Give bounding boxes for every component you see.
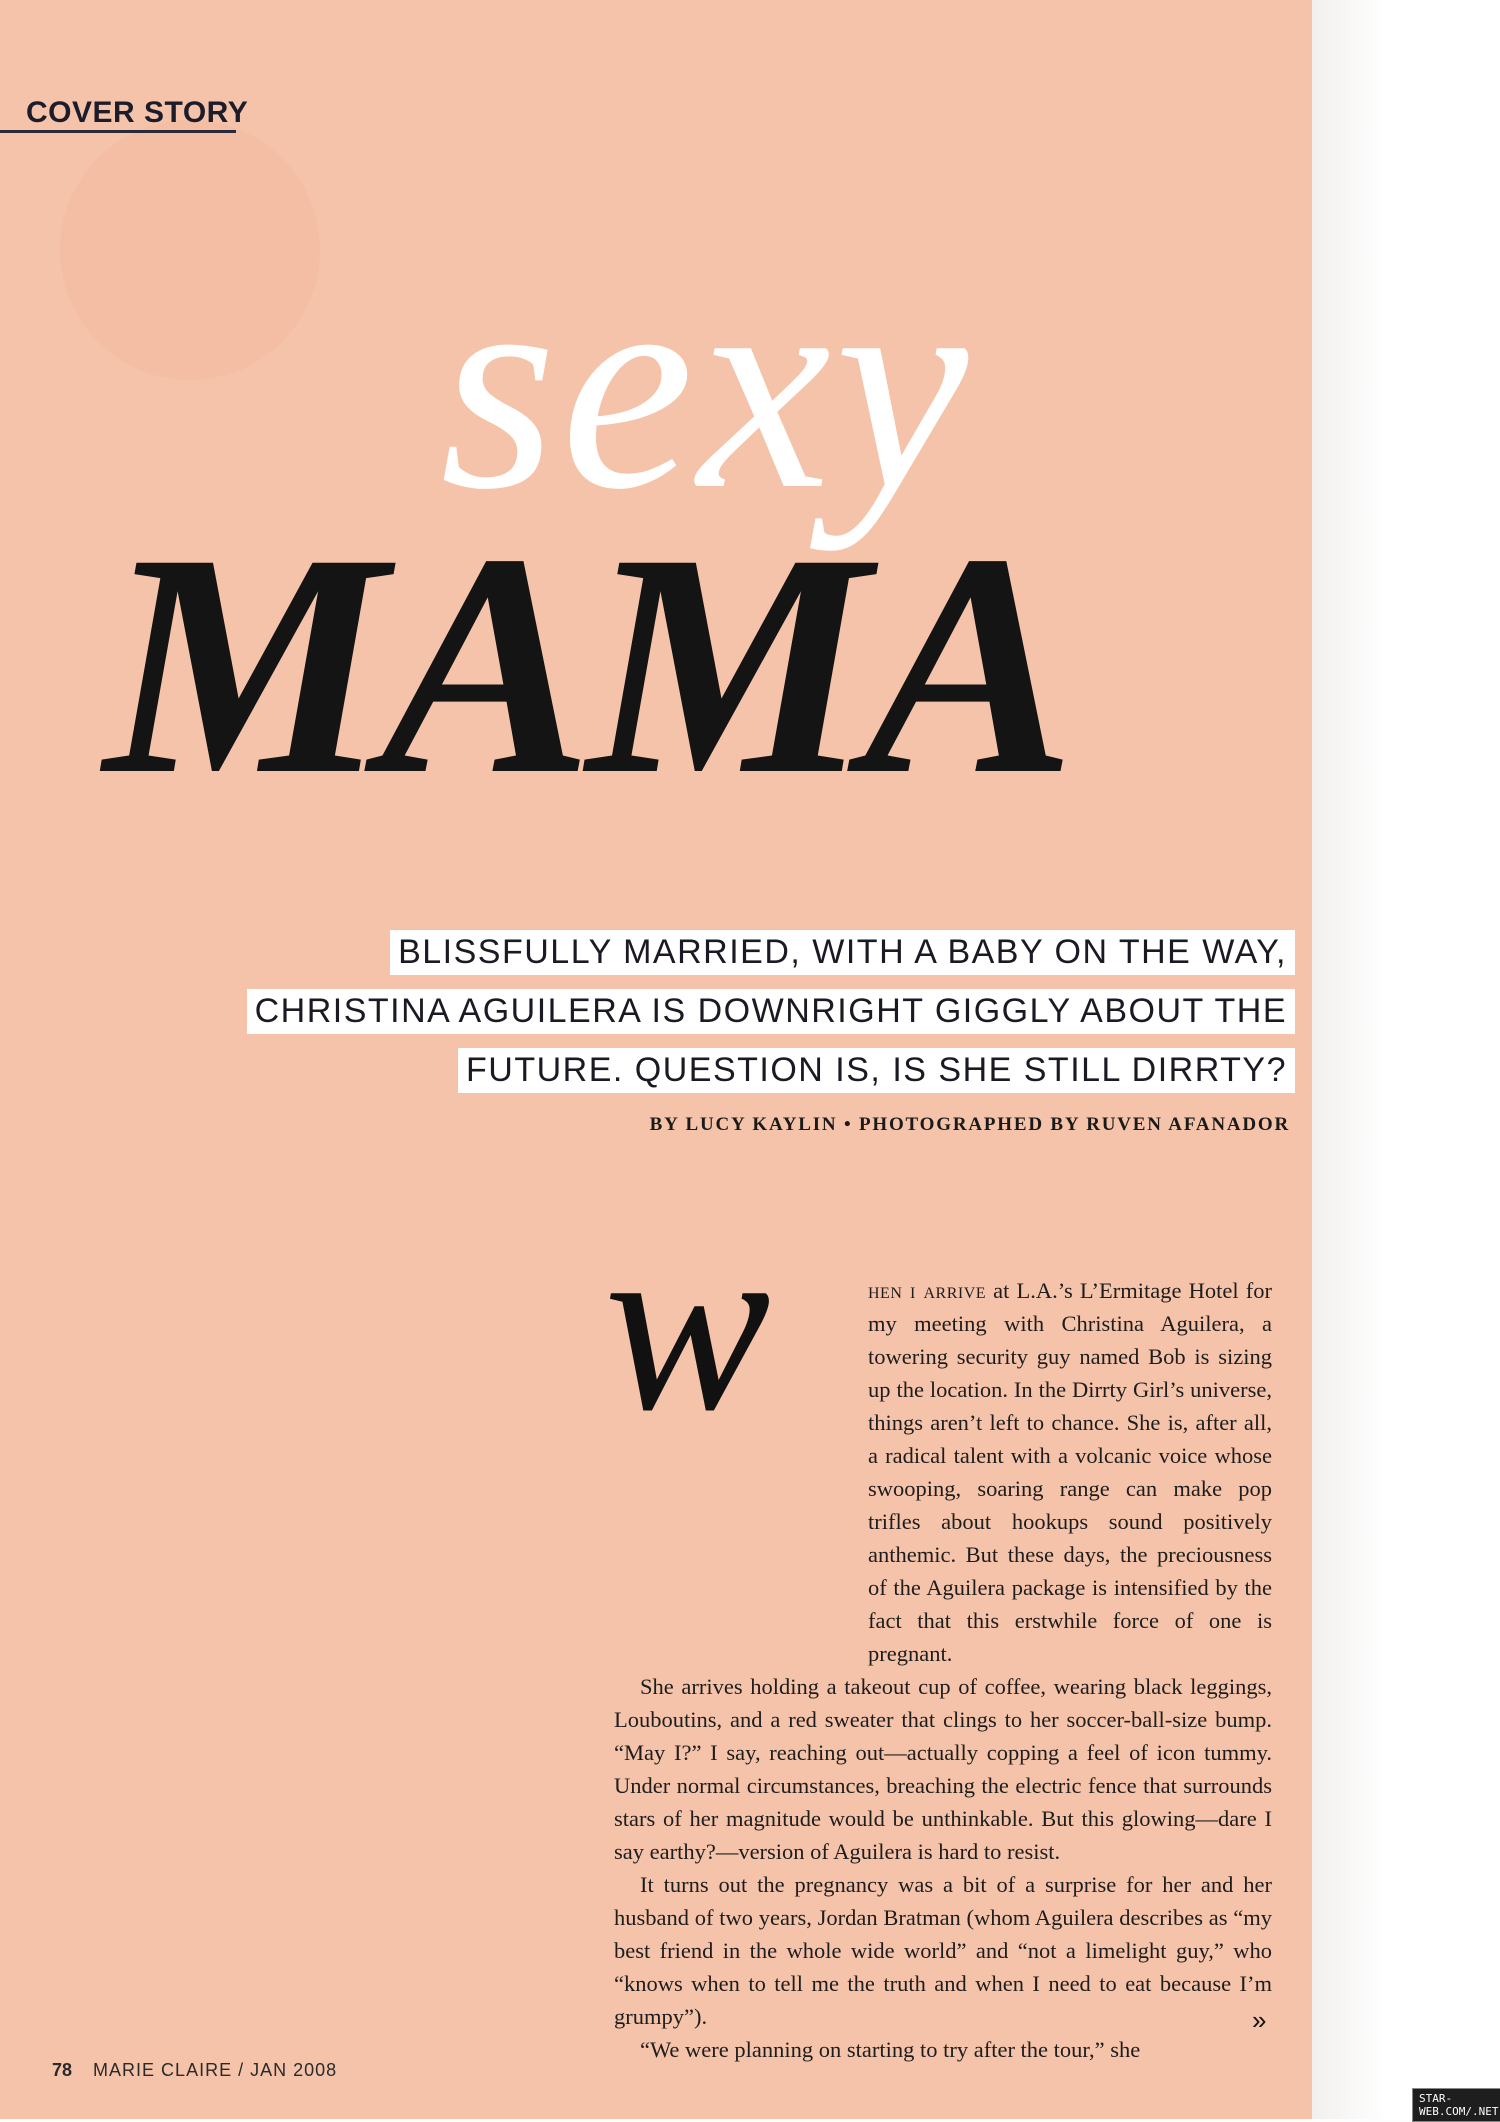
paragraph: “We were planning on starting to try after the tour,” she bbox=[640, 2037, 1141, 2062]
paragraph bbox=[614, 1274, 1272, 1670]
scan-margin bbox=[1312, 0, 1500, 2119]
paragraph: She arrives holding a takeout cup of coffee, wearing black leggings, Louboutins, and a red sweater that clings to her soccer-ball-size bump. “May I?” I say, reaching out—actually copping a feel of icon tummy. Under normal circumstances, breaching the electric fence that surrounds stars of her magnitude would be unthinkable. But this glowing—dare I say earthy?—version of Aguilera is hard to resist. bbox=[614, 1674, 1272, 1864]
article-body bbox=[614, 1274, 1272, 2066]
deck-line: BLISSFULLY MARRIED, WITH A BABY ON THE WAY, bbox=[390, 930, 1295, 975]
deck bbox=[35, 930, 1295, 1107]
section-rule bbox=[0, 130, 236, 133]
magazine-issue: MARIE CLAIRE / JAN 2008 bbox=[93, 2060, 338, 2080]
lead-in: hen i arrive bbox=[868, 1278, 987, 1303]
folio bbox=[52, 2060, 337, 2081]
continue-mark: » bbox=[1252, 2005, 1267, 2035]
background-glow bbox=[60, 120, 320, 380]
deck-line: FUTURE. QUESTION IS, IS SHE STILL DIRRTY? bbox=[458, 1048, 1295, 1093]
drop-cap: w bbox=[604, 1186, 771, 1463]
deck-line: CHRISTINA AGUILERA IS DOWNRIGHT GIGGLY ABOUT THE bbox=[247, 989, 1295, 1034]
headline-main: MAMA bbox=[104, 488, 1070, 840]
watermark: STAR-WEB.COM/.NET bbox=[1412, 2088, 1500, 2122]
byline: BY LUCY KAYLIN • PHOTOGRAPHED BY RUVEN AFANADOR bbox=[649, 1114, 1290, 1135]
page-number: 78 bbox=[52, 2060, 73, 2080]
paragraph: It turns out the pregnancy was a bit of a surprise for her and her husband of two years, Jordan Bratman (whom Aguilera describes as “my best friend in the whole wide world” and “not a limelight guy,” who “knows when to tell me the truth and when I need to eat because I’m grumpy”). bbox=[614, 1872, 1272, 2029]
paragraph-text: at L.A.’s L’Ermitage Hotel for my meeting with Christina Aguilera, a towering security guy named Bob is sizing up the location. In the Dirrty Girl’s universe, things aren’t left to chance. She is, after all, a radical talent with a volcanic voice whose swooping, soaring range can make pop trifles about hookups sound positively anthemic. But these days, the preciousness of the Aguilera package is intensified by the fact that this erstwhile force of one is pregnant. bbox=[868, 1278, 1272, 1666]
headline-script: sexy bbox=[440, 219, 973, 551]
section-label: COVER STORY bbox=[26, 96, 249, 129]
